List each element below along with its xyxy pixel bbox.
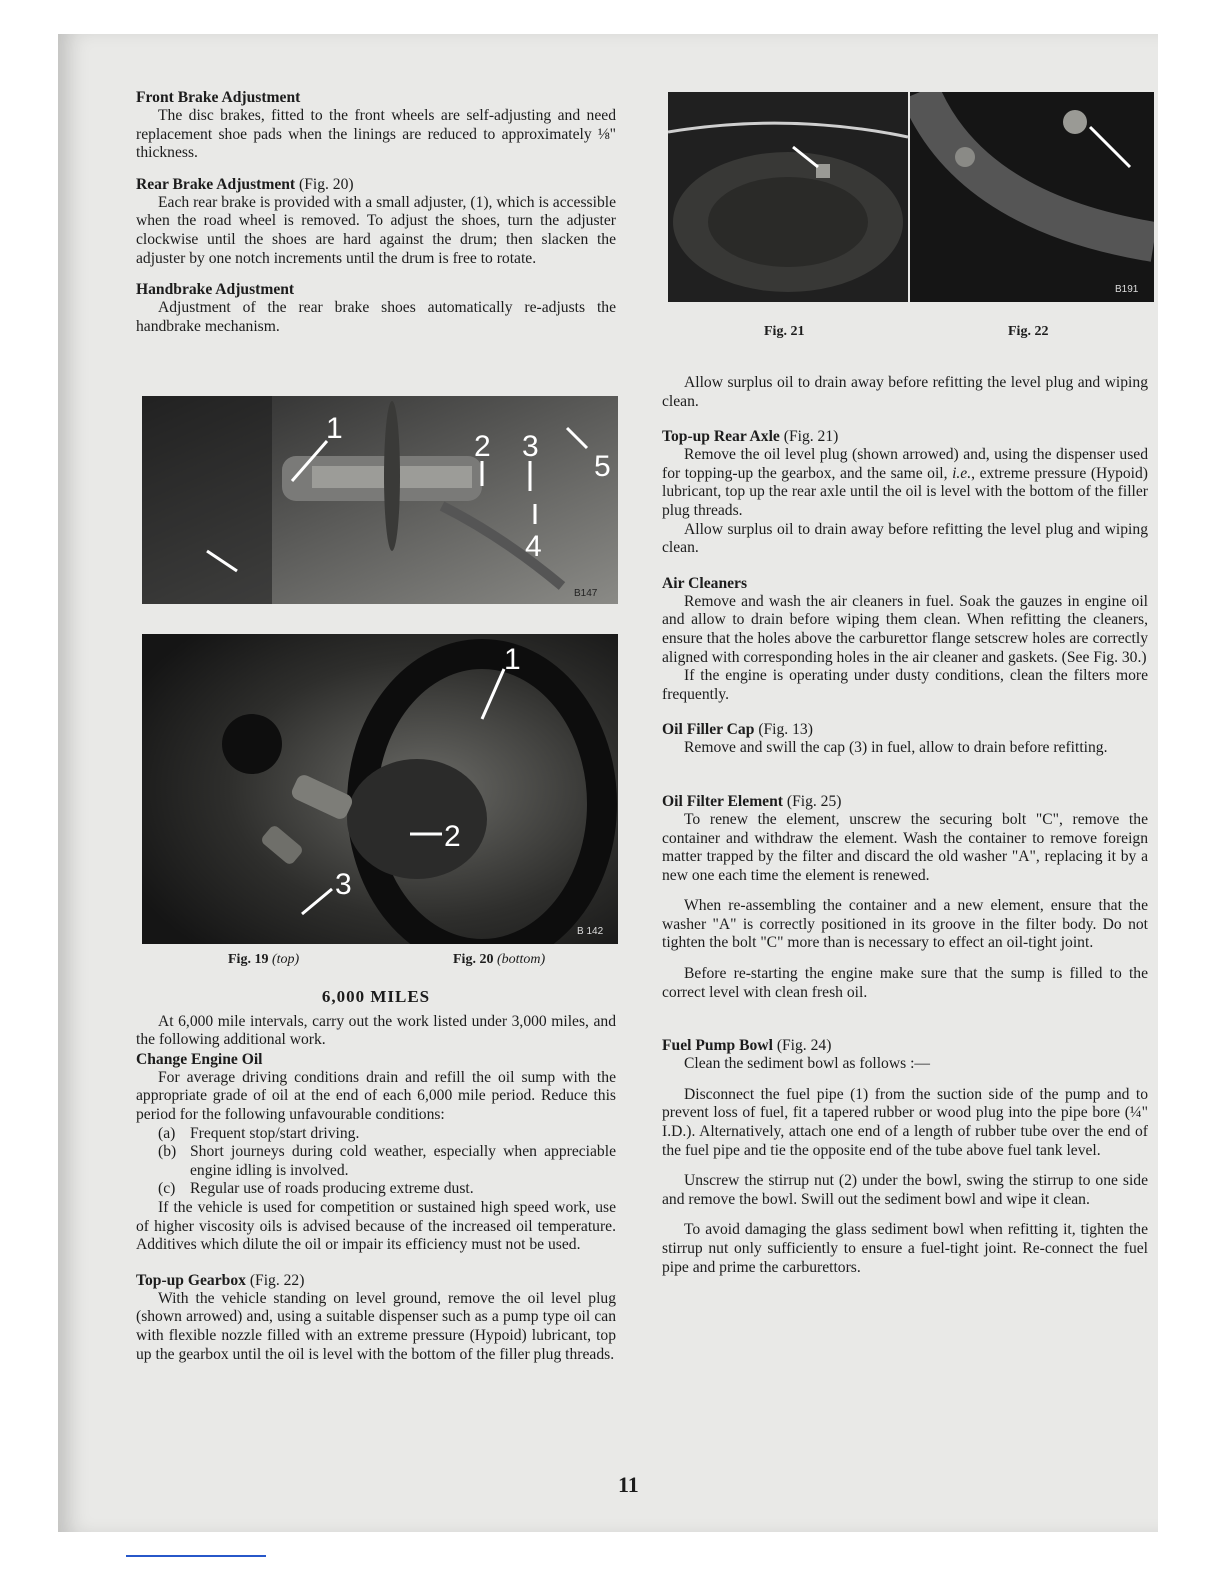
- fuel-pump-body3: Unscrew the stirrup nut (2) under the bowl, swing the stirrup to one side and remove the bowl. Swill out the sediment bowl and wipe it clean.: [662, 1172, 1148, 1208]
- fig20-label-1: 1: [504, 643, 521, 676]
- fig20-label-3: 3: [335, 868, 352, 901]
- filler-cap-heading: Oil Filler Cap (Fig. 13): [662, 721, 813, 739]
- gearbox-body: With the vehicle standing on level ground, remove the oil level plug (shown arrowed) and, using a suitable dispenser such as a pump type oil can with flexible nozzle filled with an extreme pressure (Hypoid) lubricant, top up the gearbox until the oil is level with the bottom of the filler plug threads.: [136, 1289, 616, 1363]
- footer-link-underline[interactable]: [126, 1555, 266, 1557]
- fig-22-photo: [910, 92, 1154, 302]
- fig22-code: B191: [1115, 284, 1139, 295]
- air-cleaners-heading: Air Cleaners: [662, 574, 748, 592]
- fig19-label-5: 5: [594, 450, 611, 483]
- air-cleaners-body: Remove and wash the air cleaners in fuel. Soak the gauzes in engine oil and allow to drain before wiping them clean. When refitting the cleaners, ensure that the holes above the carburettor flange setscrew holes are correctly aligned with corresponding holes in the air cleaner and gaskets. (See Fig. 30.): [662, 592, 1148, 666]
- filter-element-heading: Oil Filter Element (Fig. 25): [662, 792, 842, 810]
- fig-21-photo: [668, 92, 908, 302]
- fig-20-position: (bottom): [496, 952, 546, 967]
- rear-brake-body: Each rear brake is provided with a small adjuster, (1), which is accessible when the road wheel is removed. To adjust the shoes, turn the adjuster clockwise until the shoes are hard against the drum; then slacken the adjuster by one notch increments until the drum is free to rotate.: [136, 193, 616, 267]
- filter-element-ref: (Fig. 25): [786, 792, 842, 810]
- engine-oil-heading: Change Engine Oil: [136, 1050, 263, 1068]
- handbrake-heading: Handbrake Adjustment: [136, 281, 295, 299]
- miles-heading: 6,000 MILES: [321, 987, 431, 1006]
- list-item: (b) Short journeys during cold weather, especially when appreciable engine idling is involved.: [158, 1143, 616, 1179]
- fig-20-caption: Fig. 20 (bottom): [453, 952, 546, 967]
- filter-element-body3: Before re-starting the engine make sure that the sump is filled to the correct level with clean fresh oil.: [662, 965, 1148, 1001]
- right-column: [662, 374, 1148, 1277]
- left-column-bottom: [136, 978, 616, 1364]
- page-number: 11: [618, 1472, 639, 1497]
- air-cleaners-body2: If the engine is operating under dusty conditions, clean the filters more frequently.: [662, 667, 1148, 703]
- fuel-pump-heading: Fuel Pump Bowl (Fig. 24): [662, 1037, 832, 1055]
- list-item: (a) Frequent stop/start driving.: [158, 1124, 360, 1142]
- gearbox-drain-note: Allow surplus oil to drain away before refitting the level plug and wiping clean.: [662, 374, 1148, 410]
- handbrake-body: Adjustment of the rear brake shoes automatically re-adjusts the handbrake mechanism.: [136, 299, 616, 335]
- rear-brake-ref: (Fig. 20): [299, 175, 354, 193]
- fig19-label-4: 4: [525, 530, 542, 563]
- fig19-code: B147: [574, 588, 598, 599]
- rear-axle-ref: (Fig. 21): [783, 428, 839, 446]
- engine-oil-body2: If the vehicle is used for competition or sustained high speed work, use of higher viscosity oils is advised because of the increased oil temperature. Additives which dilute the oil or impair its efficiency must not be used.: [136, 1198, 616, 1254]
- fuel-pump-body: Clean the sediment bowl as follows :—: [684, 1055, 930, 1073]
- fig-19-position: (top): [271, 952, 300, 967]
- fig-22-caption: Fig. 22: [1008, 324, 1049, 339]
- front-brake-heading: Front Brake Adjustment: [136, 89, 301, 106]
- rear-axle-heading: Top-up Rear Axle (Fig. 21): [662, 428, 839, 446]
- front-brake-body: The disc brakes, fitted to the front wheels are self-adjusting and need replacement shoe pads when the linings are reduced to approximately ⅛" thickness.: [136, 107, 616, 162]
- left-column-top: [136, 88, 616, 348]
- gearbox-heading: Top-up Gearbox (Fig. 22): [136, 1271, 305, 1289]
- fig19-label-1: 1: [326, 412, 343, 445]
- filter-element-body2: When re-assembling the container and a new element, ensure that the washer "A" is correctly positioned in its groove in the filter body. Do not tighten the bolt "C" more than is necessary to effect an oil-tight joint.: [662, 897, 1148, 952]
- fig19-label-3: 3: [522, 430, 539, 463]
- filler-cap-ref: (Fig. 13): [758, 721, 813, 739]
- fuel-pump-body2: Disconnect the fuel pipe (1) from the suction side of the pump and to prevent loss of fuel, fit a tapered rubber or wood plug into the pipe bore (¼" I.D.). Alternatively, attach one end of a length of rubber tube over the end of the fuel pipe and tie the opposite end of the tube above fuel tank level.: [662, 1085, 1148, 1159]
- gearbox-ref: (Fig. 22): [249, 1271, 305, 1289]
- filter-element-body: To renew the element, unscrew the securing bolt "C", remove the container and withdraw the element. Wash the container to remove foreign matter trapped by the filter and discard the old washer "A", replacing it by a new one each time the element is renewed.: [662, 810, 1148, 884]
- miles-body: At 6,000 mile intervals, carry out the work listed under 3,000 miles, and the following additional work.: [136, 1012, 616, 1049]
- fuel-pump-body4: To avoid damaging the glass sediment bowl when refitting it, tighten the stirrup nut only sufficiently to ensure a fuel-tight joint. Re-connect the fuel pipe and prime the carburettors.: [662, 1221, 1148, 1276]
- fig-21-caption: Fig. 21: [764, 324, 805, 339]
- rear-brake-heading: Rear Brake Adjustment (Fig. 20): [136, 175, 354, 193]
- manual-page: [58, 34, 1158, 1532]
- fig-19-photo: [142, 396, 618, 604]
- fig-19-caption: Fig. 19 (top): [228, 952, 300, 967]
- fuel-pump-ref: (Fig. 24): [776, 1037, 832, 1055]
- fig19-label-2: 2: [474, 430, 491, 463]
- list-item: (c) Regular use of roads producing extreme dust.: [158, 1180, 474, 1198]
- fig20-label-2: 2: [444, 820, 461, 853]
- engine-oil-body: For average driving conditions drain and refill the oil sump with the appropriate grade of oil at the end of each 6,000 mile period. Reduce this period for the following unfavourable conditions:: [136, 1068, 616, 1123]
- filler-cap-body: Remove and swill the cap (3) in fuel, allow to drain before refitting.: [684, 739, 1108, 757]
- rear-axle-body2: Allow surplus oil to drain away before refitting the level plug and wiping clean.: [662, 520, 1148, 557]
- engine-oil-conditions: [158, 1125, 616, 1199]
- fig20-code: B 142: [577, 926, 604, 937]
- rear-axle-body: Remove the oil level plug (shown arrowed) and, using the dispenser used for topping-up the gearbox, and the same oil, i.e., extreme pressure (Hypoid) lubricant, top up the rear axle until the oil is level with the bottom of the filler plug threads.: [662, 446, 1148, 519]
- fig-20-photo: [142, 634, 618, 944]
